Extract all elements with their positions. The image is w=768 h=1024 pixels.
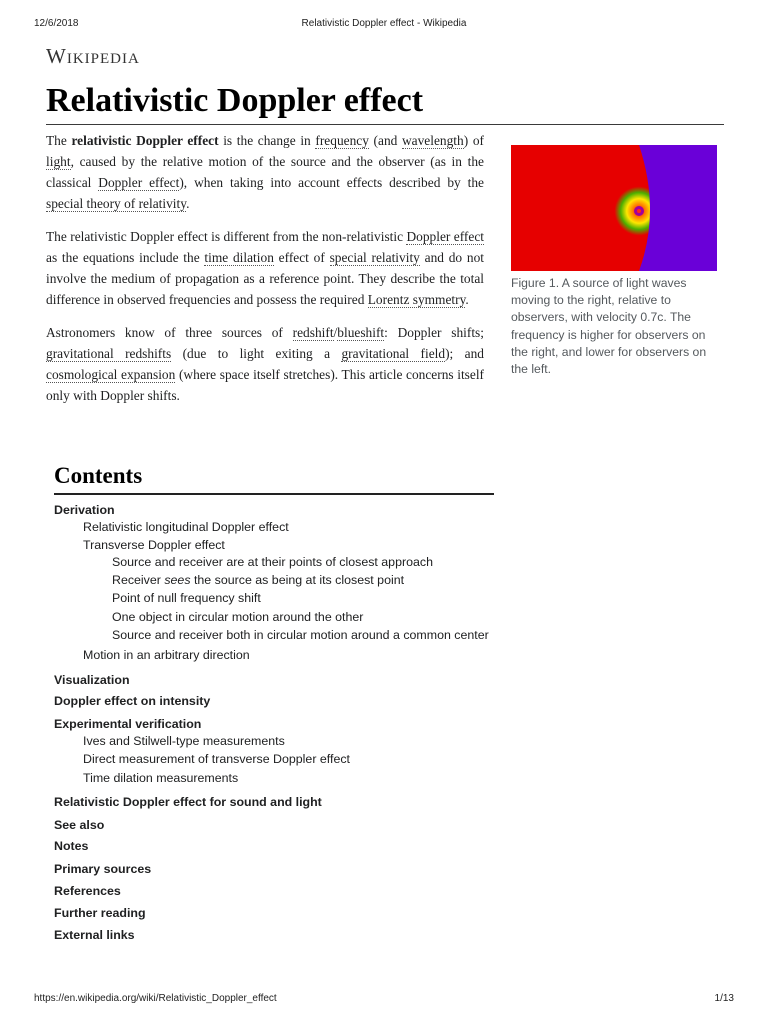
print-title: Relativistic Doppler effect - Wikipedia [301, 18, 467, 29]
toc-item[interactable]: Receiver sees the source as being at its closest point [112, 573, 405, 587]
print-footer [0, 993, 768, 1007]
article-link[interactable]: light [46, 154, 71, 169]
toc-divider [54, 493, 494, 495]
toc-item[interactable]: Experimental verification [54, 717, 202, 731]
article-link[interactable]: special relativity [329, 250, 420, 265]
print-header [0, 18, 768, 32]
intro-paragraph-3: Astronomers know of three sources of redshift/blueshift: Doppler shifts; gravitational redshifts (due to light exiting a gravitational field); and cosmological expansion (where space itself stretches). This article concerns itself only with Doppler shifts. [46, 325, 485, 403]
article-link[interactable]: redshift [292, 325, 334, 340]
toc-item[interactable]: References [54, 884, 121, 898]
toc-item[interactable]: Relativistic Doppler effect for sound and light [54, 795, 322, 809]
toc-item[interactable]: Source and receiver both in circular motion around a common center [112, 628, 489, 642]
toc-item[interactable]: External links [54, 928, 135, 942]
toc-item[interactable]: One object in circular motion around the other [112, 610, 364, 624]
figure-1 [511, 145, 717, 378]
toc-item[interactable]: Point of null frequency shift [112, 591, 261, 605]
toc-item[interactable]: Motion in an arbitrary direction [83, 648, 250, 662]
title-divider [46, 124, 724, 125]
article-link[interactable]: Doppler effect [98, 175, 180, 190]
article-body [46, 130, 484, 418]
page-url: https://en.wikipedia.org/wiki/Relativistic_Doppler_effect [34, 993, 277, 1004]
toc-item[interactable]: Ives and Stilwell-type measurements [83, 734, 285, 748]
toc-item[interactable]: Source and receiver are at their points of closest approach [112, 555, 433, 569]
toc-item[interactable]: Visualization [54, 673, 130, 687]
toc-list [54, 503, 494, 953]
toc-item[interactable]: Direct measurement of transverse Doppler effect [83, 752, 350, 766]
page-number: 1/13 [714, 993, 734, 1004]
toc-item[interactable]: See also [54, 818, 105, 832]
article-link[interactable]: special theory of relativity [46, 196, 187, 211]
table-of-contents [54, 463, 494, 953]
print-date: 12/6/2018 [34, 18, 79, 29]
toc-item[interactable]: Notes [54, 839, 89, 853]
wikipedia-wordmark[interactable]: Wikipedia [46, 44, 140, 68]
article-link[interactable]: Lorentz symmetry [367, 292, 466, 307]
figure-caption: Figure 1. A source of light waves moving to the right, relative to observers, with velocity 0.7c. The frequency is higher for observers on the right, and lower for observers on the left. [511, 276, 707, 377]
article-link[interactable]: wavelength [402, 133, 464, 148]
article-link[interactable]: blueshift [337, 325, 385, 340]
doppler-wave-image[interactable] [511, 145, 717, 271]
term-bold: relativistic Doppler effect [71, 133, 219, 148]
article-link[interactable]: time dilation [204, 250, 274, 265]
intro-paragraph-2: The relativistic Doppler effect is different from the non-relativistic Doppler effect as the equations include the time dilation effect of special relativity and do not involve the medium of propagation as a reference point. They describe the total difference in observed frequencies and possess the required Lorentz symmetry. [46, 229, 484, 307]
toc-item[interactable]: Further reading [54, 906, 146, 920]
toc-heading: Contents [54, 463, 143, 488]
toc-item[interactable]: Transverse Doppler effect [83, 538, 225, 552]
toc-item[interactable]: Primary sources [54, 862, 152, 876]
article-link[interactable]: gravitational field [341, 346, 446, 361]
toc-item[interactable]: Doppler effect on intensity [54, 694, 211, 708]
intro-paragraph-1: The relativistic Doppler effect is the change in frequency (and wavelength) of light, caused by the relative motion of the source and the observer (as in the classical Doppler effect), when taking into account effects described by the special theory of relativity. [46, 133, 484, 211]
page-title: Relativistic Doppler effect [46, 82, 424, 119]
article-link[interactable]: frequency [315, 133, 369, 148]
toc-item[interactable]: Time dilation measurements [83, 771, 239, 785]
article-link[interactable]: Doppler effect [406, 229, 484, 244]
toc-item[interactable]: Relativistic longitudinal Doppler effect [83, 520, 289, 534]
toc-item[interactable]: Derivation [54, 503, 115, 517]
article-link[interactable]: cosmological expansion [46, 367, 176, 382]
article-link[interactable]: gravitational redshifts [46, 346, 172, 361]
